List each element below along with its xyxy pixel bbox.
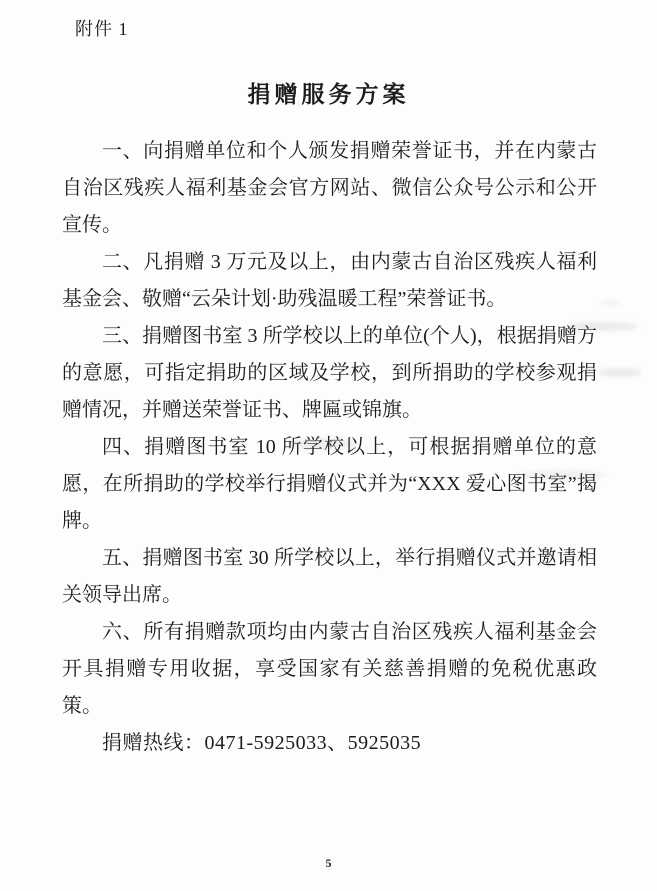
paragraph-3: 三、捐赠图书室 3 所学校以上的单位(个人)，根据捐赠方的意愿，可指定捐助的区域及学校，到所捐助的学校参观捐赠情况，并赠送荣誉证书、牌匾或锦旗。 xyxy=(62,325,597,421)
paragraph-4: 四、捐赠图书室 10 所学校以上，可根据捐赠单位的意愿，在所捐助的学校举行捐赠仪式并为“XXX 爱心图书室”揭牌。 xyxy=(62,436,597,532)
paragraph-5: 五、捐赠图书室 30 所学校以上，举行捐赠仪式并邀请相关领导出席。 xyxy=(62,547,597,606)
document-title: 捐赠服务方案 xyxy=(247,82,410,107)
scan-smudge xyxy=(600,300,620,306)
paragraph-2: 二、凡捐赠 3 万元及以上，由内蒙古自治区残疾人福利基金会、敬赠“云朵计划·助残温暖工程”荣誉证书。 xyxy=(62,251,597,310)
hotline-line: 捐赠热线：0471-5925033、5925035 xyxy=(102,732,422,754)
scan-smudge xyxy=(598,368,642,377)
paragraph-6: 六、所有捐赠款项均由内蒙古自治区残疾人福利基金会开具捐赠专用收据，享受国家有关慈善捐赠的免税优惠政策。 xyxy=(62,621,597,717)
page-number: 5 xyxy=(325,856,332,870)
document-body xyxy=(62,133,597,762)
attachment-label: 附件 1 xyxy=(75,19,129,39)
paragraph-1: 一、向捐赠单位和个人颁发捐赠荣誉证书，并在内蒙古自治区残疾人福利基金会官方网站、微信公众号公示和公开宣传。 xyxy=(62,140,597,236)
